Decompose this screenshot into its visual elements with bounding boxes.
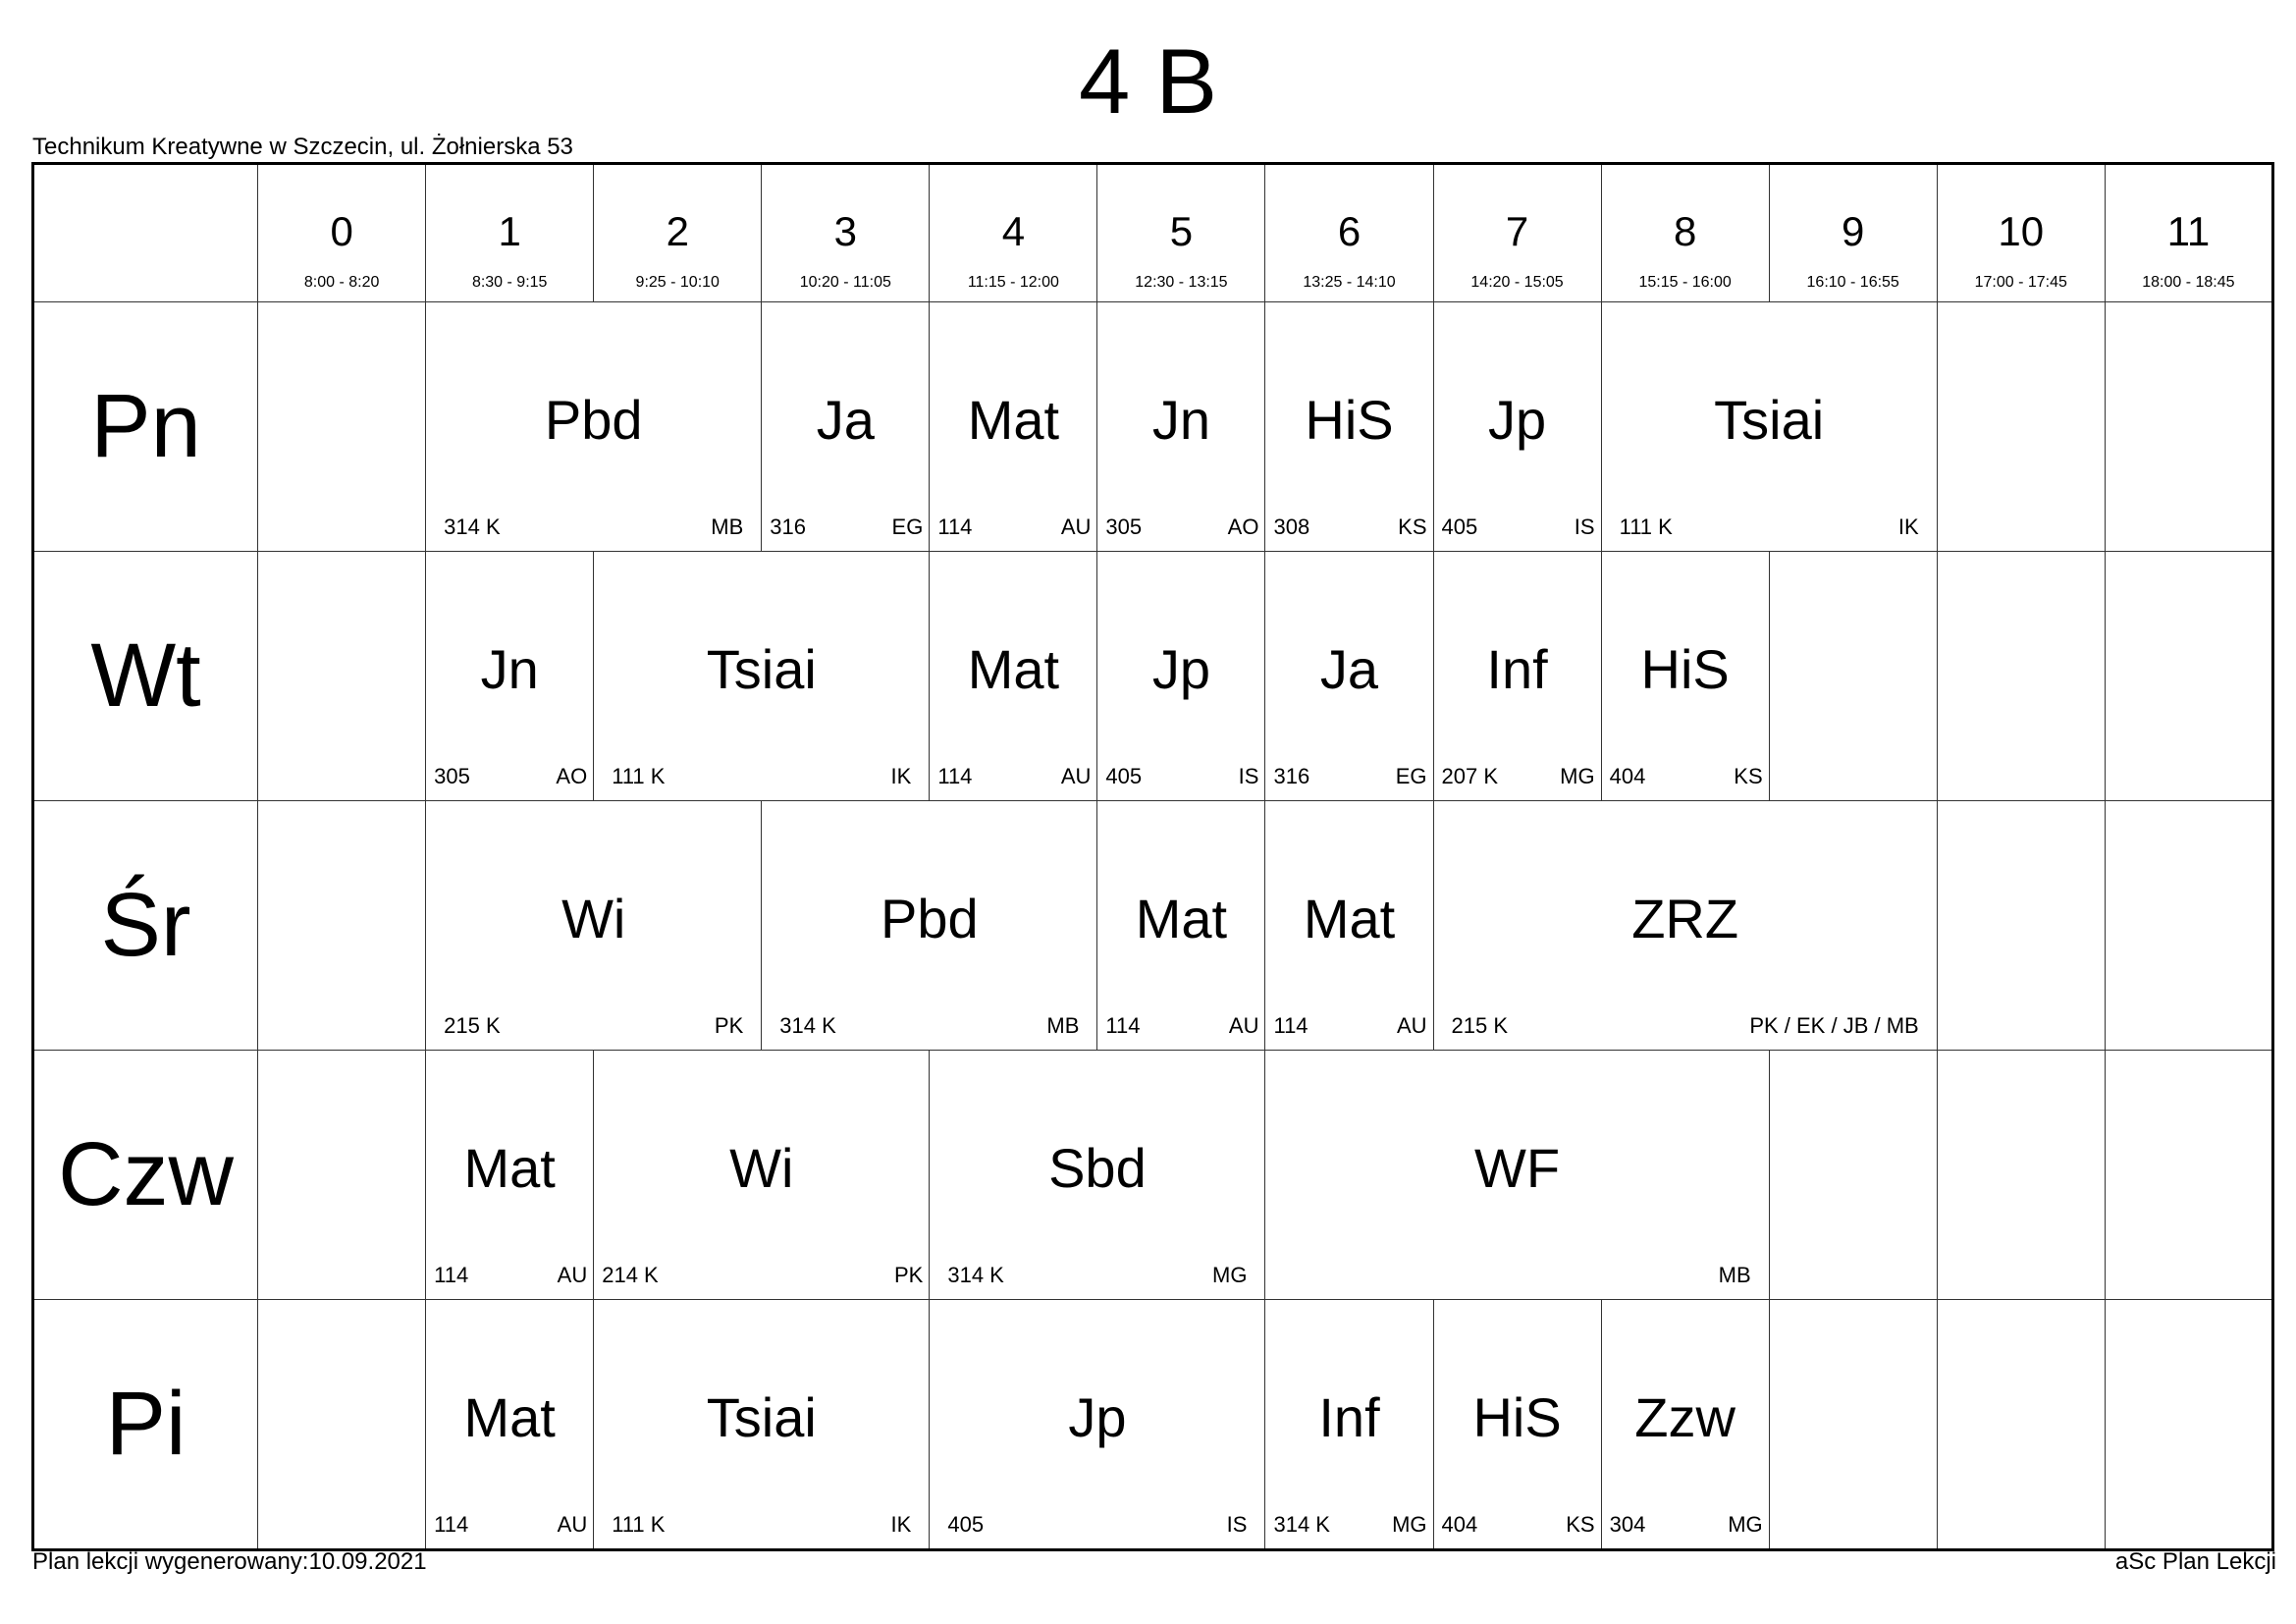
lesson-cell bbox=[930, 1051, 1265, 1300]
lesson-cell bbox=[930, 552, 1097, 801]
lesson-cell bbox=[426, 1051, 594, 1300]
empty-cell bbox=[2105, 801, 2272, 1051]
lesson-subject: HiS bbox=[1640, 638, 1730, 700]
empty-cell bbox=[258, 1300, 426, 1550]
lesson-teacher: KS bbox=[1398, 514, 1427, 539]
period-time: 13:25 - 14:10 bbox=[1303, 274, 1396, 291]
lesson-cell bbox=[1601, 302, 1937, 552]
lesson-subject: Mat bbox=[1135, 888, 1228, 949]
day-row bbox=[33, 1051, 2273, 1300]
lesson-cell bbox=[762, 801, 1097, 1051]
lesson-cell bbox=[1265, 1300, 1433, 1550]
lesson-teacher: IK bbox=[890, 1512, 912, 1537]
lesson-cell bbox=[1097, 801, 1265, 1051]
day-label: Pi bbox=[33, 1300, 258, 1550]
period-number: 3 bbox=[833, 208, 857, 254]
empty-cell bbox=[1937, 302, 2105, 552]
lesson-cell bbox=[1097, 552, 1265, 801]
period-time: 14:20 - 15:05 bbox=[1470, 274, 1564, 291]
lesson-subject: Pbd bbox=[881, 888, 979, 949]
lesson-teacher: PK bbox=[893, 1263, 924, 1287]
lesson-subject: Tsiai bbox=[706, 638, 817, 700]
lesson-cell bbox=[426, 801, 762, 1051]
lesson-subject: Mat bbox=[463, 1137, 556, 1199]
lesson-room: 111 K bbox=[612, 764, 666, 788]
lesson-subject: Zzw bbox=[1634, 1386, 1735, 1448]
period-number: 0 bbox=[330, 208, 353, 254]
period-time: 18:00 - 18:45 bbox=[2142, 274, 2235, 291]
lesson-cell bbox=[762, 302, 930, 552]
lesson-subject: Ja bbox=[1319, 638, 1379, 700]
empty-cell bbox=[258, 801, 426, 1051]
period-header bbox=[1265, 164, 1433, 302]
lesson-cell bbox=[1433, 801, 1937, 1051]
lesson-teacher: IK bbox=[1897, 514, 1919, 539]
lesson-room: 308 bbox=[1273, 514, 1310, 539]
lesson-room: 214 K bbox=[602, 1263, 659, 1287]
lesson-cell bbox=[594, 1300, 930, 1550]
lesson-cell bbox=[930, 302, 1097, 552]
lesson-room: 114 bbox=[434, 1263, 469, 1287]
lesson-room: 304 bbox=[1609, 1512, 1646, 1537]
lesson-teacher: IS bbox=[1238, 764, 1259, 788]
lesson-subject: Jn bbox=[480, 638, 539, 700]
lesson-room: 114 bbox=[937, 514, 973, 539]
period-number: 1 bbox=[498, 208, 521, 254]
lesson-subject: HiS bbox=[1472, 1386, 1562, 1448]
empty-cell bbox=[258, 552, 426, 801]
period-time: 16:10 - 16:55 bbox=[1806, 274, 1899, 291]
lesson-teacher: AU bbox=[1060, 514, 1092, 539]
lesson-cell bbox=[426, 1300, 594, 1550]
lesson-room: 405 bbox=[1105, 764, 1143, 788]
period-time: 12:30 - 13:15 bbox=[1135, 274, 1228, 291]
lesson-cell bbox=[426, 302, 762, 552]
period-time: 10:20 - 11:05 bbox=[799, 274, 891, 291]
lesson-cell bbox=[594, 1051, 930, 1300]
lesson-room: 111 K bbox=[1619, 514, 1673, 539]
period-number: 4 bbox=[1001, 208, 1026, 254]
lesson-teacher: AU bbox=[1060, 764, 1092, 788]
period-number: 2 bbox=[666, 208, 689, 254]
lesson-teacher: EG bbox=[1395, 764, 1427, 788]
lesson-teacher: MB bbox=[711, 514, 744, 539]
lesson-subject: Jp bbox=[1068, 1386, 1127, 1448]
lesson-teacher: KS bbox=[1566, 1512, 1595, 1537]
lesson-teacher: AO bbox=[1227, 514, 1259, 539]
lesson-subject: Pbd bbox=[544, 389, 643, 451]
lesson-room: 111 K bbox=[612, 1512, 666, 1537]
lesson-cell bbox=[930, 1300, 1265, 1550]
empty-cell bbox=[258, 302, 426, 552]
lesson-room: 207 K bbox=[1441, 764, 1499, 788]
page-title: 4 B bbox=[1078, 29, 1218, 133]
empty-cell bbox=[1937, 552, 2105, 801]
lesson-teacher: EG bbox=[891, 514, 924, 539]
period-number: 5 bbox=[1169, 208, 1194, 254]
empty-cell bbox=[1769, 1300, 1937, 1550]
period-number: 8 bbox=[1673, 208, 1697, 254]
lesson-cell bbox=[426, 552, 594, 801]
day-label: Wt bbox=[33, 552, 258, 801]
lesson-teacher: MG bbox=[1392, 1512, 1427, 1537]
lesson-teacher: MG bbox=[1560, 764, 1595, 788]
lesson-subject: Mat bbox=[463, 1386, 556, 1448]
lesson-cell bbox=[1265, 552, 1433, 801]
period-header bbox=[1097, 164, 1265, 302]
period-number: 6 bbox=[1337, 208, 1362, 254]
lesson-room: 305 bbox=[1105, 514, 1143, 539]
lesson-subject: Tsiai bbox=[706, 1386, 817, 1448]
lesson-cell bbox=[1433, 302, 1601, 552]
lesson-cell bbox=[1265, 302, 1433, 552]
lesson-teacher: PK / EK / JB / MB bbox=[1749, 1013, 1919, 1038]
empty-cell bbox=[2105, 552, 2272, 801]
lesson-room: 314 K bbox=[947, 1263, 1004, 1287]
empty-cell bbox=[258, 1051, 426, 1300]
day-label: Pn bbox=[33, 302, 258, 552]
lesson-cell bbox=[1265, 1051, 1769, 1300]
period-header bbox=[258, 164, 426, 302]
period-header-row bbox=[33, 164, 2273, 302]
period-header bbox=[1769, 164, 1937, 302]
empty-cell bbox=[2105, 1051, 2272, 1300]
day-label: Czw bbox=[33, 1051, 258, 1300]
lesson-room: 404 bbox=[1609, 764, 1646, 788]
lesson-subject: Ja bbox=[816, 389, 875, 451]
generated-date: Plan lekcji wygenerowany:10.09.2021 bbox=[32, 1548, 427, 1575]
lesson-room: 316 bbox=[770, 514, 806, 539]
lesson-teacher: MB bbox=[1718, 1263, 1751, 1287]
lesson-teacher: IS bbox=[1574, 514, 1595, 539]
period-header bbox=[1937, 164, 2105, 302]
lesson-subject: Inf bbox=[1486, 638, 1548, 700]
lesson-cell bbox=[1265, 801, 1433, 1051]
lesson-subject: Sbd bbox=[1048, 1137, 1147, 1199]
lesson-room: 404 bbox=[1441, 1512, 1478, 1537]
period-header bbox=[762, 164, 930, 302]
lesson-cell bbox=[1097, 302, 1265, 552]
period-header bbox=[1433, 164, 1601, 302]
lesson-room: 114 bbox=[1105, 1013, 1141, 1038]
day-row bbox=[33, 801, 2273, 1051]
lesson-room: 314 K bbox=[1273, 1512, 1330, 1537]
lesson-room: 314 K bbox=[444, 514, 501, 539]
lesson-teacher: KS bbox=[1734, 764, 1763, 788]
lesson-teacher: MG bbox=[1728, 1512, 1763, 1537]
lesson-subject: Tsiai bbox=[1714, 389, 1825, 451]
lesson-subject: ZRZ bbox=[1631, 888, 1739, 949]
period-header bbox=[1601, 164, 1769, 302]
lesson-subject: Wi bbox=[561, 888, 626, 949]
school-name: Technikum Kreatywne w Szczecin, ul. Żołnierska 53 bbox=[32, 134, 573, 160]
period-time: 8:30 - 9:15 bbox=[471, 274, 548, 291]
period-number: 11 bbox=[2166, 208, 2211, 254]
lesson-cell bbox=[1433, 1300, 1601, 1550]
lesson-subject: Wi bbox=[729, 1137, 794, 1199]
lesson-subject: WF bbox=[1474, 1137, 1561, 1199]
period-header bbox=[930, 164, 1097, 302]
lesson-teacher: AO bbox=[556, 764, 588, 788]
period-time: 15:15 - 16:00 bbox=[1638, 274, 1732, 291]
lesson-cell bbox=[1433, 552, 1601, 801]
period-number: 7 bbox=[1505, 208, 1529, 254]
period-header bbox=[426, 164, 594, 302]
lesson-room: 114 bbox=[937, 764, 973, 788]
empty-cell bbox=[1937, 1051, 2105, 1300]
lesson-room: 405 bbox=[947, 1512, 985, 1537]
lesson-subject: Mat bbox=[967, 638, 1060, 700]
lesson-teacher: IS bbox=[1226, 1512, 1248, 1537]
empty-cell bbox=[2105, 302, 2272, 552]
corner-cell bbox=[33, 164, 258, 302]
lesson-teacher: MB bbox=[1046, 1013, 1080, 1038]
lesson-teacher: AU bbox=[1396, 1013, 1427, 1038]
lesson-teacher: AU bbox=[557, 1512, 588, 1537]
lesson-teacher: AU bbox=[557, 1263, 588, 1287]
empty-cell bbox=[1769, 552, 1937, 801]
period-number: 9 bbox=[1842, 208, 1865, 254]
lesson-room: 405 bbox=[1441, 514, 1478, 539]
lesson-subject: Jn bbox=[1151, 389, 1211, 451]
lesson-subject: HiS bbox=[1305, 389, 1394, 451]
lesson-room: 314 K bbox=[779, 1013, 836, 1038]
period-number: 10 bbox=[1998, 208, 2045, 254]
empty-cell bbox=[1937, 801, 2105, 1051]
day-row bbox=[33, 1300, 2273, 1550]
empty-cell bbox=[1937, 1300, 2105, 1550]
lesson-room: 215 K bbox=[444, 1013, 501, 1038]
lesson-room: 305 bbox=[434, 764, 470, 788]
day-row bbox=[33, 302, 2273, 552]
period-header bbox=[594, 164, 762, 302]
lesson-subject: Inf bbox=[1318, 1386, 1380, 1448]
lesson-teacher: MG bbox=[1212, 1263, 1248, 1287]
lesson-teacher: AU bbox=[1228, 1013, 1259, 1038]
lesson-room: 114 bbox=[434, 1512, 469, 1537]
period-header bbox=[2105, 164, 2272, 302]
lesson-cell bbox=[594, 552, 930, 801]
period-time: 8:00 - 8:20 bbox=[303, 274, 380, 291]
brand-label: aSc Plan Lekcji bbox=[2114, 1548, 2276, 1575]
lesson-room: 114 bbox=[1273, 1013, 1308, 1038]
lesson-teacher: PK bbox=[714, 1013, 744, 1038]
timetable bbox=[31, 162, 2274, 1551]
empty-cell bbox=[2105, 1300, 2272, 1550]
empty-cell bbox=[1769, 1051, 1937, 1300]
period-time: 17:00 - 17:45 bbox=[1974, 274, 2067, 291]
lesson-subject: Jp bbox=[1151, 638, 1211, 700]
lesson-room: 316 bbox=[1273, 764, 1310, 788]
lesson-room: 215 K bbox=[1451, 1013, 1509, 1038]
lesson-cell bbox=[1601, 552, 1769, 801]
day-row bbox=[33, 552, 2273, 801]
lesson-teacher: IK bbox=[890, 764, 912, 788]
lesson-cell bbox=[1601, 1300, 1769, 1550]
lesson-subject: Jp bbox=[1487, 389, 1547, 451]
day-label: Śr bbox=[33, 801, 258, 1051]
lesson-subject: Mat bbox=[1303, 888, 1396, 949]
lesson-subject: Mat bbox=[967, 389, 1060, 451]
period-time: 9:25 - 10:10 bbox=[635, 274, 720, 291]
period-time: 11:15 - 12:00 bbox=[967, 274, 1059, 291]
